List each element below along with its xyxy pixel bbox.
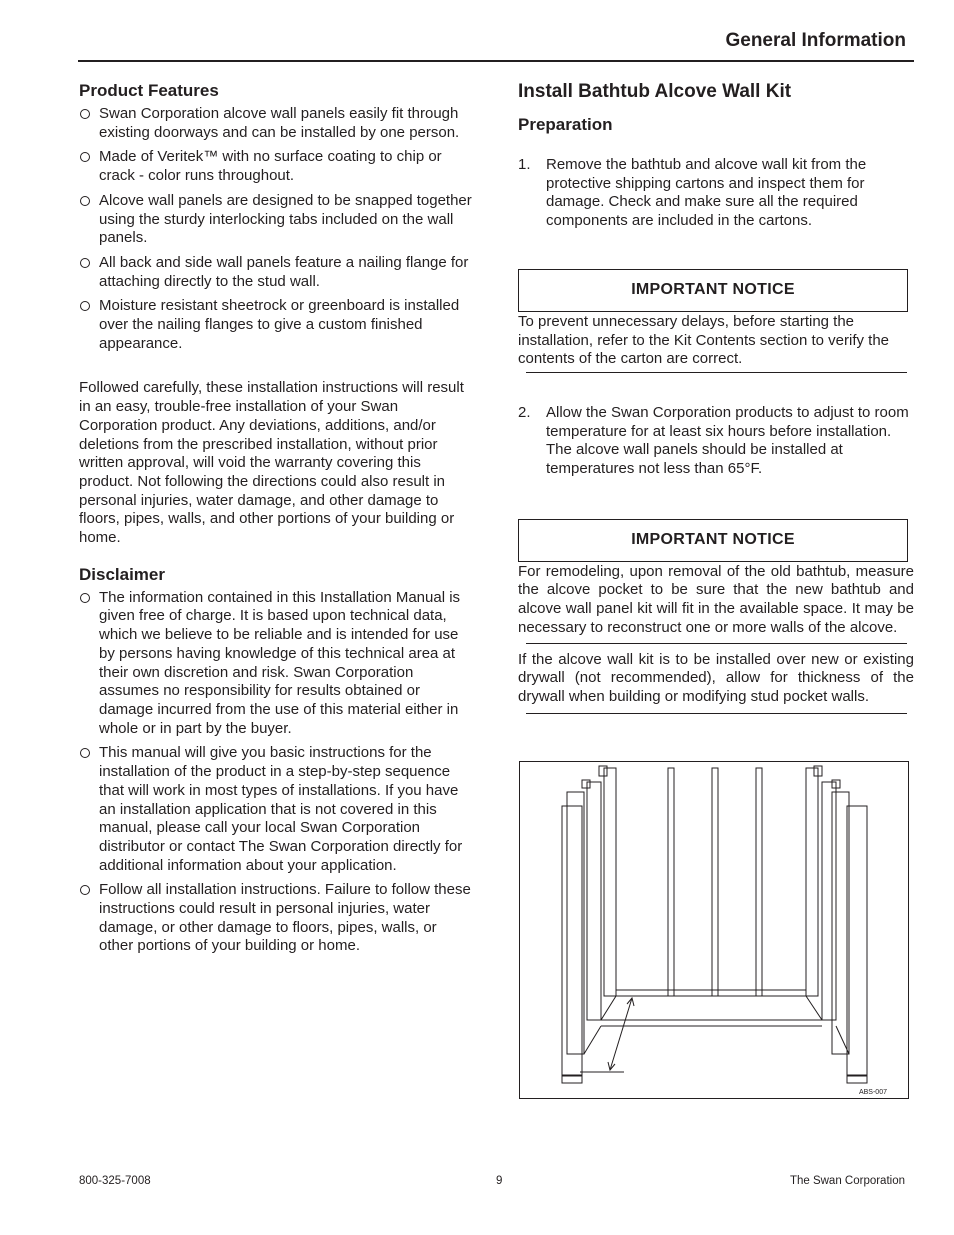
bullet-circle-icon [80, 885, 90, 895]
important-notice-box: IMPORTANT NOTICE [518, 269, 908, 312]
page-title: Install Bathtub Alcove Wall Kit [518, 81, 792, 102]
step-number: 2. [518, 403, 531, 421]
step-number: 1. [518, 156, 531, 173]
notice-text: If the alcove wall kit is to be installed over new or existing drywall (not recommended), allow for thickness of the drywall when building or modifying stud pocket walls. [518, 650, 914, 705]
left-column [79, 80, 474, 962]
bullet-circle-icon [80, 109, 90, 119]
notice-divider [526, 372, 907, 373]
footer-phone: 800-325-7008 [79, 1175, 151, 1187]
stud-framing-diagram [520, 762, 908, 1098]
alcove-framing-figure [519, 761, 909, 1099]
step-text: Allow the Swan Corporation products to adjust to room temperature for at least six hours before installation. The alcove wall panels should be installed at temperatures not less than 65°F. [546, 403, 909, 478]
section-title: General Information [725, 30, 906, 51]
step-item [518, 156, 914, 231]
figure-code: ABS-007 [858, 1089, 887, 1096]
list-item: Swan Corporation alcove wall panels easily fit through existing doorways and can be installed by one person. [79, 105, 474, 142]
footer-page-number: 9 [496, 1175, 503, 1187]
bullet-circle-icon [80, 258, 90, 268]
intro-paragraph: Followed carefully, these installation instructions will result in an easy, trouble-free installation of your Swan Corporation product. Any deviations, additions, and/or deletions from the prescribed installation, without prior written approval, will void the warranty covering this product. Not following the directions could also result in personal injuries, water damage, and other damage to floors, pipes, walls, and other portions of your building or home. [79, 379, 464, 547]
list-item: Follow all installation instructions. Failure to follow these instructions could result in personal injuries, water damage, or other damage to floors, pipes, walls, or other portions of your building or home. [79, 881, 474, 956]
notice-divider [526, 643, 907, 644]
important-notice-box: IMPORTANT NOTICE [518, 519, 908, 562]
list-item: Made of Veritek™ with no surface coating to chip or crack - color runs throughout. [79, 148, 474, 185]
disclaimer-heading: Disclaimer [79, 564, 165, 584]
list-item: The information contained in this Installation Manual is given free of charge. It is based upon technical data, which we believe to be reliable and is intended for use by persons having knowledge of this technical area at their own discretion and risk. Swan Corporation assumes no responsibility for results obtained or damage incurred from the use of this material either in whole or in part by the buyer. [79, 589, 474, 739]
header-divider [78, 60, 914, 62]
list-item: All back and side wall panels feature a nailing flange for attaching directly to the stud wall. [79, 254, 474, 291]
notice-text: To prevent unnecessary delays, before starting the installation, refer to the Kit Contents section to verify the contents of the carton are correct. [518, 312, 890, 368]
preparation-heading: Preparation [518, 115, 613, 134]
notice-divider [526, 713, 907, 714]
bullet-circle-icon [80, 301, 90, 311]
list-item: This manual will give you basic instructions for the installation of the product in a step-by-step sequence that will work in most types of installations. If you have an installation application that is not covered in this manual, please call your local Swan Corporation distributor or contact The Swan Corporation directly for additional information about your application. [79, 744, 474, 875]
step-item [518, 404, 914, 479]
right-column [518, 80, 914, 714]
bullet-circle-icon [80, 196, 90, 206]
notice-text: For remodeling, upon removal of the old bathtub, measure the alcove pocket to be sure that the new bathtub and alcove wall panel kit will fit in the available space. It may be necessary to reconstruct one or more walls of the alcove. [518, 562, 914, 636]
disclaimer-list [79, 589, 474, 956]
footer-company: The Swan Corporation [789, 1175, 905, 1187]
product-features-list [79, 105, 474, 353]
bullet-circle-icon [80, 152, 90, 162]
step-text: Remove the bathtub and alcove wall kit from the protective shipping cartons and inspect them for damage. Check and make sure all the required components are included in the cartons. [546, 156, 867, 230]
bullet-circle-icon [80, 593, 90, 603]
list-item: Alcove wall panels are designed to be snapped together using the sturdy interlocking tabs included on the wall panels. [79, 192, 474, 248]
list-item: Moisture resistant sheetrock or greenboard is installed over the nailing flanges to give a custom finished appearance. [79, 297, 474, 353]
product-features-heading: Product Features [79, 81, 219, 100]
bullet-circle-icon [80, 748, 90, 758]
